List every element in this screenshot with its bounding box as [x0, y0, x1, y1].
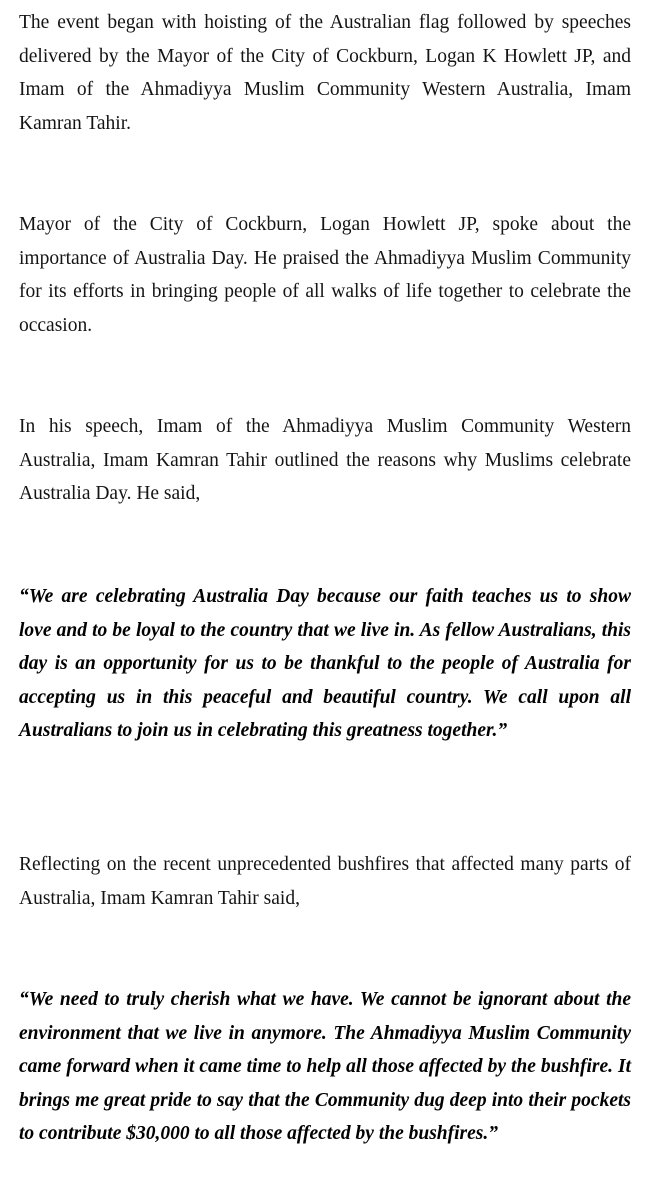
quote-bushfires: “We need to truly cherish what we have. We cannot be ignorant about the environment that we live in anymore. The Ahmadiyya Muslim Community came forward when it came time to help all those affected by the bushfire. It brings me great pride to say that the Community dug deep into their pockets to contribute $30,000 to all those affected by the bushfires.” [19, 989, 631, 1144]
paragraph-bushfires-intro: Reflecting on the recent unprecedented bushfires that affected many parts of Australia, Imam Kamran Tahir said, [19, 854, 631, 909]
paragraph-event-opening: The event began with hoisting of the Australian flag followed by speeches delivered by the Mayor of the City of Cockburn, Logan K Howlett JP, and Imam of the Ahmadiyya Muslim Community Western Australia, Imam Kamran Tahir. [19, 12, 631, 134]
paragraph-mayor-speech: Mayor of the City of Cockburn, Logan Howlett JP, spoke about the importance of Australia Day. He praised the Ahmadiyya Muslim Community for its efforts in bringing people of all walks of life together to celebrate the occasion. [19, 214, 631, 336]
paragraph-imam-speech-intro: In his speech, Imam of the Ahmadiyya Muslim Community Western Australia, Imam Kamran Tahir outlined the reasons why Muslims celebrate Australia Day. He said, [19, 416, 631, 504]
quote-australia-day: “We are celebrating Australia Day because our faith teaches us to show love and to be loyal to the country that we live in. As fellow Australians, this day is an opportunity for us to be thankful to the people of Australia for accepting us in this peaceful and beautiful country. We call upon all Australians to join us in celebrating this greatness together.” [19, 586, 631, 741]
